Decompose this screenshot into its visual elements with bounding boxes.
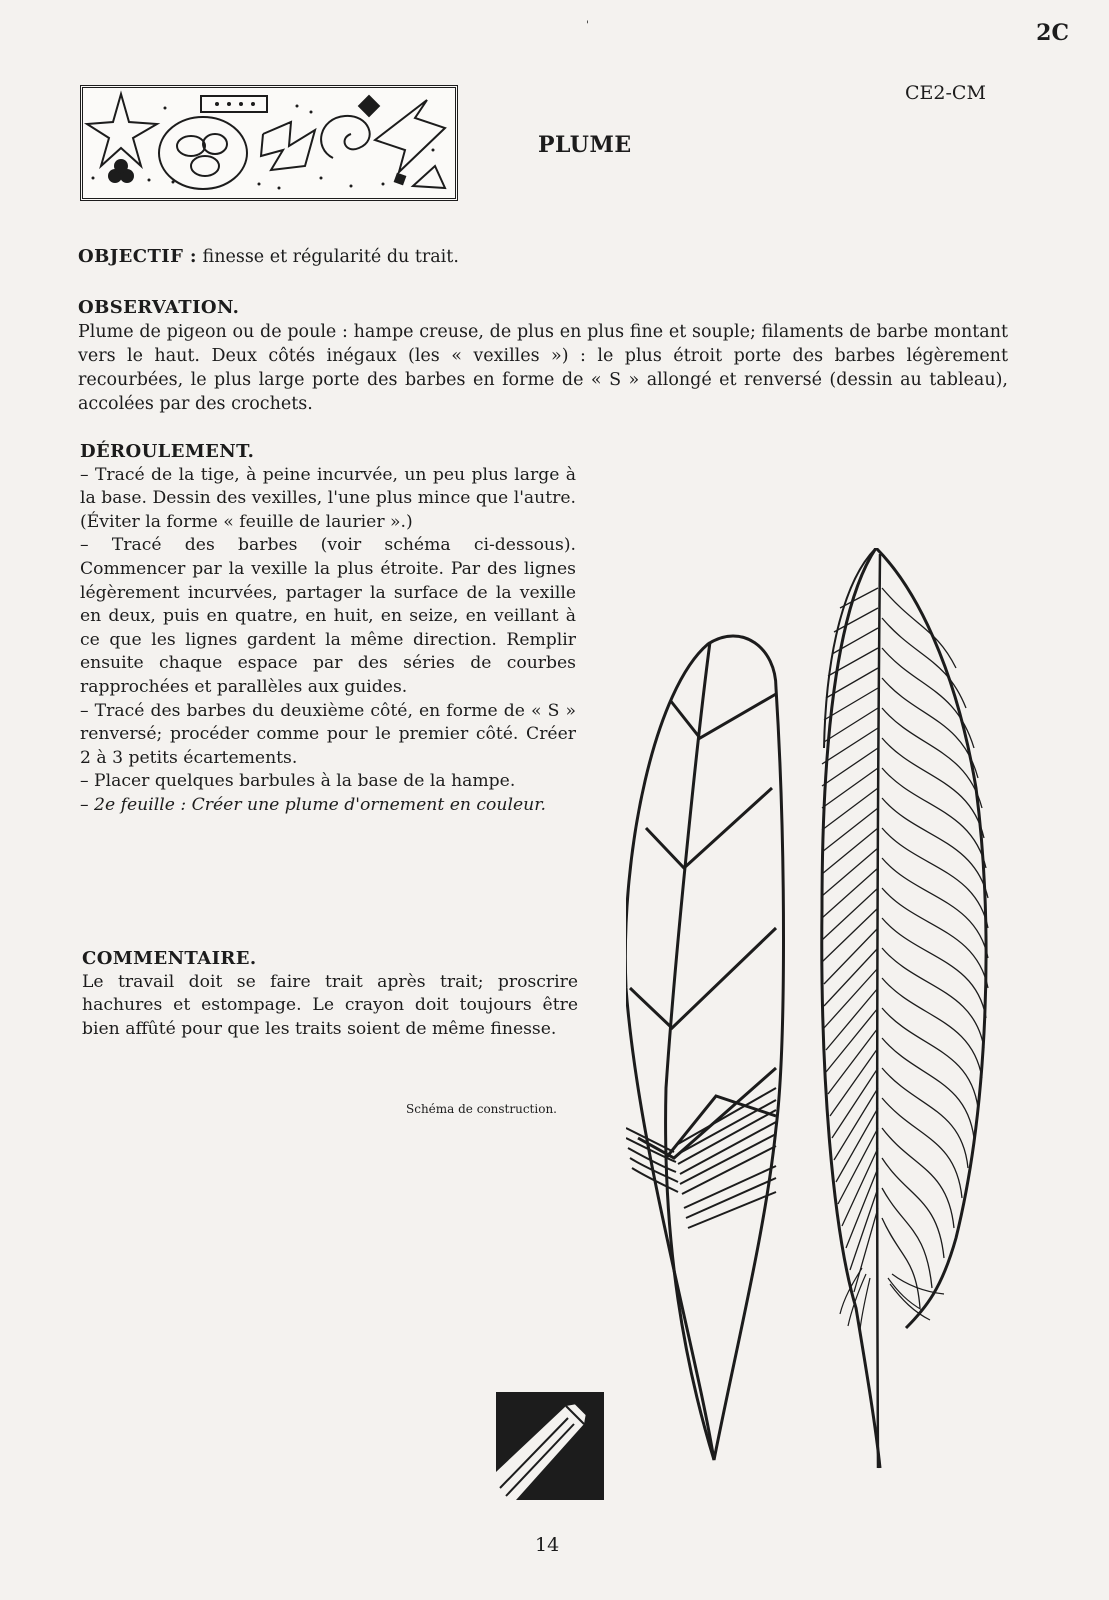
shapes-illustration xyxy=(83,88,455,198)
deroulement-step: – Tracé des barbes (voir schéma ci-dessous). Commencer par la vexille la plus étroite. Par des lignes légèrement incurvées, partager la surface de la vexille en deux, puis en quatre, en huit, en seize, en veillant à ce que les lignes gardent la même direction. Remplir ensuite chaque espace par des séries de courbes rapprochées et parallèles aux guides. xyxy=(80,535,576,697)
observation-heading: OBSERVATION. xyxy=(78,297,240,318)
barbules xyxy=(840,1268,944,1330)
deroulement-step: – Tracé des barbes du deuxième côté, en forme de « S » renversé; procéder comme pour le premier côté. Créer 2 à 3 petits écartements. xyxy=(80,700,576,768)
construction-schema-feather xyxy=(626,636,784,1460)
corner-code: 2C xyxy=(1036,20,1069,46)
page-mark: ' xyxy=(586,20,589,31)
level-label: CE2-CM xyxy=(905,82,986,104)
objective-label: OBJECTIF : xyxy=(78,246,197,267)
deroulement-step: – Tracé de la tige, à peine incurvée, un peu plus large à la base. Dessin des vexilles, l'une plus mince que l'autre. (Éviter la forme « feuille de laurier ».) xyxy=(80,464,576,532)
zigzag-shape xyxy=(261,122,315,170)
commentaire-text: Le travail doit se faire trait après trait; proscrire hachures et estompage. Le crayon doit toujours être bien affûté pour que les traits soient de même finesse. xyxy=(82,971,578,1039)
deroulement-note: – 2e feuille : Créer une plume d'ornement en couleur. xyxy=(80,794,546,815)
star-shape xyxy=(87,94,157,166)
spiral-shape xyxy=(321,116,370,158)
page-title: PLUME xyxy=(538,132,632,158)
objective-text: finesse et régularité du trait. xyxy=(202,247,459,267)
schema-caption: Schéma de construction. xyxy=(406,1102,557,1116)
deroulement-section xyxy=(80,440,576,818)
objective-line xyxy=(78,246,459,267)
observation-text: Plume de pigeon ou de poule : hampe creuse, de plus en plus fine et souple; filaments de barbe montant vers le haut. Deux côtés inégaux (les « vexilles ») : le plus étroit porte des barbes légèrement recourbées, le plus large porte des barbes en forme de « S » allongé et renversé (dessin au tableau), accolées par des crochets. xyxy=(78,322,1008,414)
page-number: 14 xyxy=(535,1534,560,1556)
black-diamond-shape xyxy=(358,95,381,118)
observation-section xyxy=(78,296,1008,416)
finished-feather-drawing xyxy=(822,548,988,1468)
decorative-shapes-logo xyxy=(80,85,458,201)
commentaire-heading: COMMENTAIRE. xyxy=(82,948,257,969)
feather-illustrations xyxy=(626,548,1026,1508)
deroulement-heading: DÉROULEMENT. xyxy=(80,441,255,462)
deroulement-step: – Placer quelques barbules à la base de la hampe. xyxy=(80,771,516,792)
commentaire-section xyxy=(82,947,578,1041)
pattern-rectangle xyxy=(201,96,267,112)
flower-circle xyxy=(159,117,247,189)
pencil-icon xyxy=(496,1392,604,1500)
arrow-shape xyxy=(375,100,445,172)
